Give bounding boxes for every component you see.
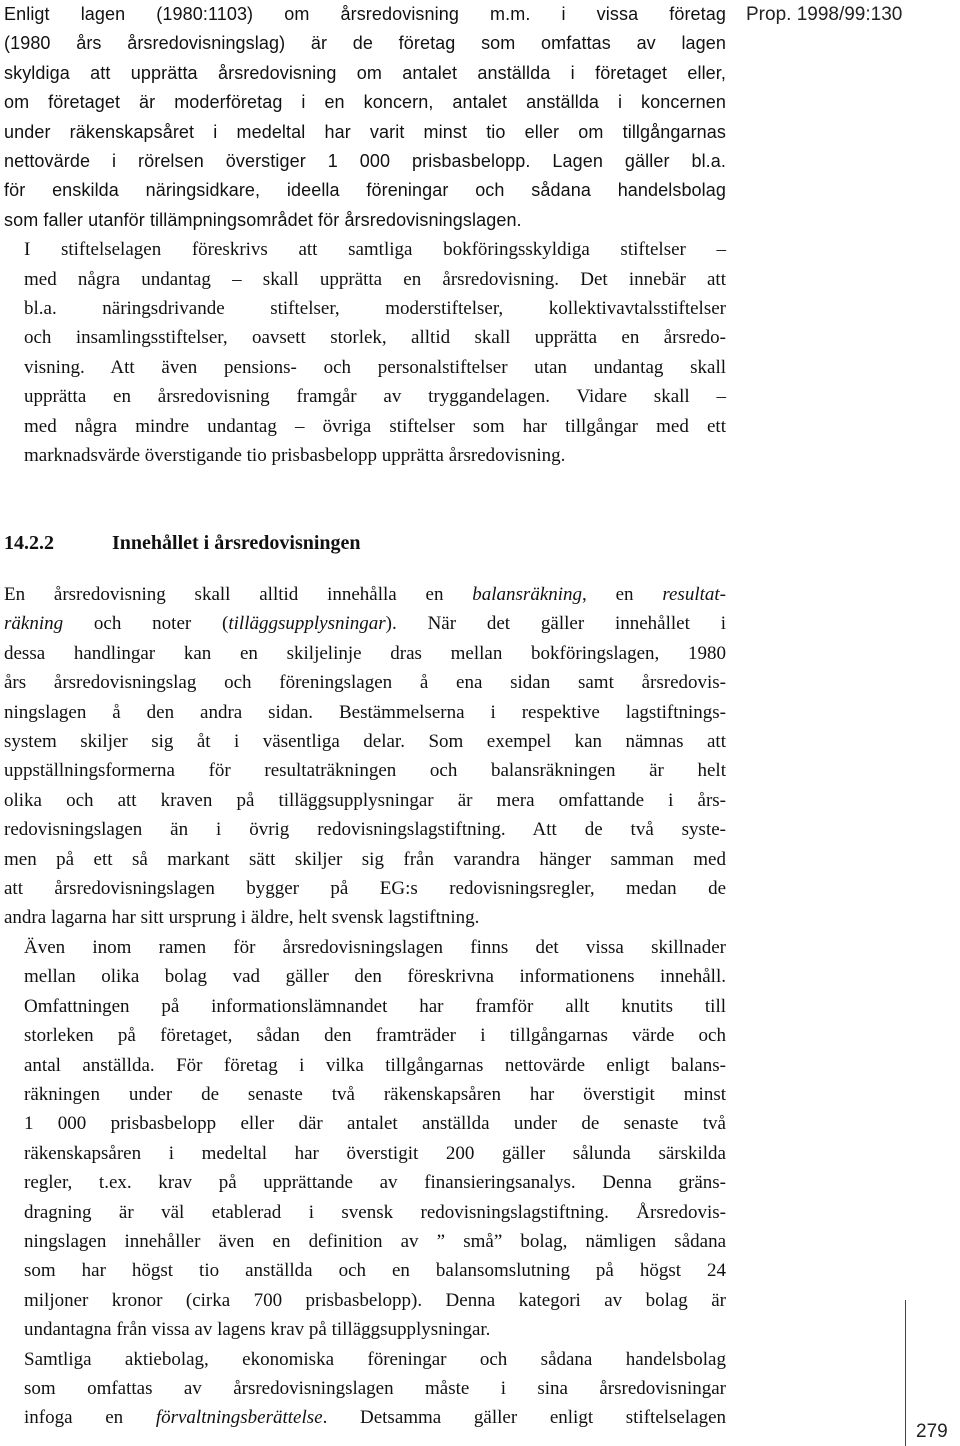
text-run: räkningen under de senaste två räkenskapsåren har överstigit minst: [24, 1083, 726, 1105]
text-line: Enligt lagen (1980:1103) om årsredovisning m.m. i vissa företag: [4, 4, 726, 24]
text-line: [4, 639, 726, 668]
section-14-2-2: [4, 528, 726, 1433]
text-run: En årsredovisning skall alltid innehålla en: [4, 584, 473, 605]
italic-term: balansräkning: [472, 584, 583, 605]
italic-term: räkning: [4, 613, 64, 635]
text-line: [4, 1021, 726, 1050]
paragraph-size-differences: [4, 933, 726, 1345]
section-number: 14.2.2: [4, 532, 54, 554]
text-run: , en: [582, 584, 663, 605]
text-run: års årsredovisningslag och föreningslagen å ena sidan samt årsredovis-: [4, 672, 726, 694]
paragraph-annual-report-act-1980: [4, 0, 726, 235]
italic-term: förvaltningsberättelse: [155, 1407, 323, 1429]
text-run: undantagna från vissa av lagens krav på tilläggsupplysningar.: [24, 1319, 491, 1341]
text-run: räkenskapsåren i medeltal har överstigit 200 gäller sålunda särskilda: [24, 1142, 726, 1164]
text-line: [4, 1109, 726, 1138]
text-run: system skiljer sig åt i väsentliga delar. Som exempel kan nämnas att: [4, 731, 726, 753]
text-run: infoga en: [24, 1407, 156, 1429]
text-line: [4, 1403, 726, 1432]
text-line: och insamlingsstiftelser, oavsett storlek, alltid skall upprätta en årsredo-: [24, 327, 726, 349]
text-run: mellan olika bolag vad gäller den föreskrivna informationens innehåll.: [24, 966, 726, 988]
text-line: [4, 1051, 726, 1080]
text-run: och noter (: [63, 613, 229, 635]
text-line: som faller utanför tillämpningsområdet för årsredovisningslagen.: [4, 209, 522, 230]
text-run: redovisningslagen än i övrig redovisningslagstiftning. Att de två syste-: [4, 819, 726, 841]
text-run: uppställningsformerna för resultaträkningen och balansräkningen är helt: [4, 760, 726, 782]
text-line: nettovärde i rörelsen överstiger 1 000 prisbasbelopp. Lagen gäller bl.a.: [4, 151, 726, 172]
text-run: storleken på företaget, sådan den framträder i tillgångarnas värde och: [24, 1025, 726, 1047]
text-line: [4, 668, 726, 697]
text-line: visning. Att även pensions- och personalstiftelser utan undantag skall: [24, 356, 726, 378]
text-line: bl.a. näringsdrivande stiftelser, moderstiftelser, kollektivavtalsstiftelser: [24, 298, 726, 320]
margin-rule: [905, 1300, 906, 1446]
text-line: [4, 727, 726, 756]
text-run: ). När det gäller innehållet i: [385, 613, 726, 635]
text-line: [4, 1139, 726, 1168]
text-line: marknadsvärde överstigande tio prisbasbelopp upprätta årsredovisning.: [24, 445, 566, 467]
text-line: [4, 933, 726, 962]
text-run: Samtliga aktiebolag, ekonomiska föreningar och sådana handelsbolag: [24, 1348, 726, 1370]
text-line: [4, 1198, 726, 1227]
text-run: dessa handlingar kan en skiljelinje dras mellan bokföringslagen, 1980: [4, 642, 726, 664]
text-line: (1980 års årsredovisningslag) är de företag som omfattas av lagen: [4, 33, 726, 54]
paragraph-foundations-act: [4, 235, 726, 470]
text-line: [4, 1080, 726, 1109]
margin-reference: Prop. 1998/99:130: [746, 4, 903, 25]
text-line: [4, 992, 726, 1021]
italic-term: tilläggsupplysningar: [228, 613, 386, 635]
text-line: [4, 1256, 726, 1285]
text-line: [4, 580, 726, 609]
text-run: . Detsamma gäller enligt stiftelselagen: [322, 1407, 726, 1429]
paragraph-management-report: [4, 1345, 726, 1433]
text-run: miljoner kronor (cirka 700 prisbasbelopp). Denna kategori av bolag är: [24, 1289, 726, 1311]
text-line: under räkenskapsåret i medeltal har varit minst tio eller om tillgångarnas: [4, 121, 726, 142]
text-line: [4, 786, 726, 815]
text-line: med några undantag – skall upprätta en årsredovisning. Det innebär att: [24, 268, 726, 290]
section-title: Innehållet i årsredovisningen: [112, 532, 361, 554]
text-run: 1 000 prisbasbelopp eller där antalet anställda under de senaste två: [24, 1113, 726, 1135]
text-line: [4, 756, 726, 785]
text-run: men på ett så markant sätt skiljer sig från varandra hänger samman med: [4, 848, 726, 870]
text-line: [4, 1315, 726, 1344]
text-line: [4, 815, 726, 844]
text-line: om företaget är moderföretag i en koncern, antalet anställda i koncernen: [4, 92, 726, 113]
text-run: att årsredovisningslagen bygger på EG:s redovisningsregler, medan de: [4, 878, 726, 900]
text-line: [4, 1168, 726, 1197]
text-line: skyldiga att upprätta årsredovisning om antalet anställda i företaget eller,: [4, 62, 726, 83]
text-run: som har högst tio anställda och en balansomslutning på högst 24: [24, 1260, 726, 1282]
text-line: [4, 874, 726, 903]
text-line: upprätta en årsredovisning framgår av tryggandelagen. Vidare skall –: [24, 386, 726, 408]
italic-term: resultat-: [662, 584, 726, 605]
text-run: Även inom ramen för årsredovisningslagen finns det vissa skillnader: [24, 936, 726, 958]
text-run: ningslagen innehåller även en definition av ” små” bolag, nämligen sådana: [24, 1230, 726, 1252]
paragraph-contents: [4, 580, 726, 933]
text-line: I stiftelselagen föreskrivs att samtliga bokföringsskyldiga stiftelser –: [24, 239, 726, 261]
text-run: ningslagen å den andra sidan. Bestämmelserna i respektive lagstiftnings-: [4, 701, 726, 723]
text-line: [4, 1345, 726, 1374]
text-run: dragning är väl etablerad i svensk redovisningslagstiftning. Årsredovis-: [24, 1201, 726, 1223]
text-run: som omfattas av årsredovisningslagen måste i sina årsredovisningar: [24, 1377, 726, 1399]
text-line: [4, 962, 726, 991]
section-heading: [4, 528, 726, 558]
text-run: olika och att kraven på tilläggsupplysningar är mera omfattande i års-: [4, 789, 726, 811]
text-line: [4, 1227, 726, 1256]
text-run: andra lagarna har sitt ursprung i äldre, helt svensk lagstiftning.: [4, 907, 480, 929]
page-number: 279: [916, 1421, 948, 1442]
text-line: [4, 609, 726, 638]
text-run: regler, t.ex. krav på upprättande av finansieringsanalys. Denna gräns-: [24, 1172, 726, 1194]
top-text-column: [4, 0, 726, 471]
text-line: med några mindre undantag – övriga stiftelser som har tillgångar med ett: [24, 415, 726, 437]
text-line: [4, 698, 726, 727]
text-line: för enskilda näringsidkare, ideella föreningar och sådana handelsbolag: [4, 180, 726, 201]
text-line: [4, 903, 726, 932]
text-run: antal anställda. För företag i vilka tillgångarnas nettovärde enligt balans-: [24, 1054, 726, 1076]
text-line: [4, 1286, 726, 1315]
text-run: Omfattningen på informationslämnandet har framför allt knutits till: [24, 995, 726, 1017]
text-line: [4, 1374, 726, 1403]
text-line: [4, 845, 726, 874]
